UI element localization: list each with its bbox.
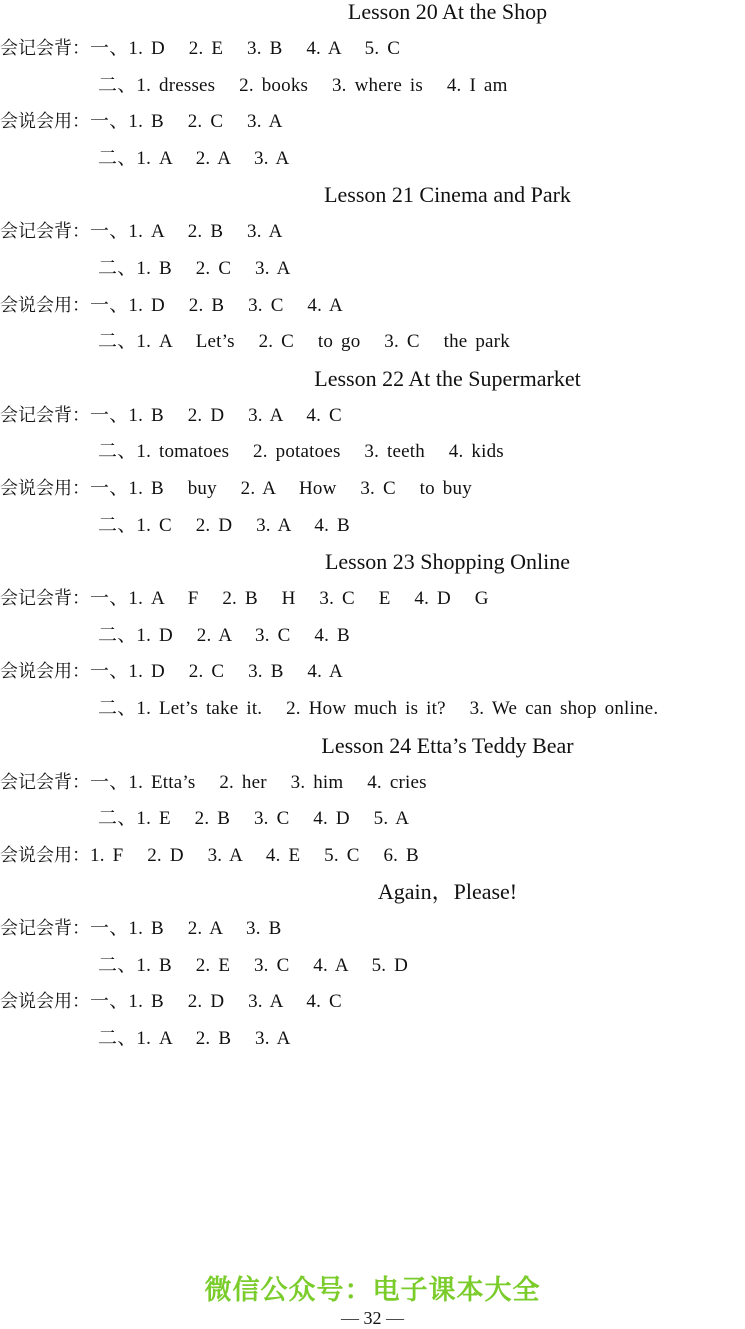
answer-row-labeled	[0, 660, 745, 697]
row-label: 会记会背：	[0, 588, 90, 610]
row-label: 会记会背：	[0, 221, 90, 243]
lesson-title: Lesson 24 Etta’s Teddy Bear	[321, 732, 574, 758]
page-number-value: 32	[363, 1308, 382, 1328]
answer-row-sub	[0, 1027, 745, 1064]
row-answers: 一、1. D 2. E 3. B 4. A 5. C	[90, 38, 401, 59]
row-answers: 一、1. B buy 2. A How 3. C to buy	[90, 477, 472, 499]
row-label: 会记会背：	[0, 771, 90, 793]
row-label: 会说会用：	[0, 661, 90, 683]
row-answers: 二、1. B 2. C 3. A	[98, 257, 291, 279]
row-answers: 一、1. B 2. D 3. A 4. C	[90, 991, 342, 1013]
answer-row-sub	[0, 147, 745, 184]
lesson-title: Lesson 22 At the Supermarket	[314, 365, 581, 391]
answer-row-labeled	[0, 110, 745, 147]
row-label: 会记会背：	[0, 38, 90, 59]
row-answers: 一、1. B 2. C 3. A	[90, 111, 283, 133]
row-answers: 二、1. D 2. A 3. C 4. B	[98, 624, 350, 646]
row-answers: 一、1. D 2. B 3. C 4. A	[90, 294, 343, 316]
answer-row-sub	[0, 514, 745, 551]
answer-row-labeled	[0, 294, 745, 331]
row-answers: 二、1. B 2. E 3. C 4. A 5. D	[98, 954, 409, 976]
row-answers: 二、1. Let’s take it. 2. How much is it? 3. We can shop online.	[98, 697, 659, 719]
row-label: 会说会用：	[0, 991, 90, 1013]
answer-row-sub	[0, 624, 745, 661]
row-answers: 二、1. A 2. B 3. A	[98, 1028, 291, 1050]
row-label: 会记会背：	[0, 404, 90, 426]
row-answers: 二、1. C 2. D 3. A 4. B	[98, 514, 350, 536]
page-number-dash-left: —	[341, 1308, 359, 1328]
row-answers: 一、1. B 2. A 3. B	[90, 918, 282, 940]
answer-row-labeled	[0, 37, 745, 74]
row-answers: 一、1. A 2. B 3. A	[90, 221, 283, 243]
row-answers: 二、1. E 2. B 3. C 4. D 5. A	[98, 808, 410, 830]
answer-row-labeled	[0, 917, 745, 954]
answer-row-labeled	[0, 404, 745, 441]
answer-row-sub	[0, 954, 745, 991]
answer-row-labeled	[0, 990, 745, 1027]
row-label: 会记会背：	[0, 918, 90, 940]
answer-row-labeled	[0, 771, 745, 808]
row-label: 会说会用：	[0, 111, 90, 133]
row-answers: 二、1. A 2. A 3. A	[98, 147, 290, 169]
row-answers: 二、1. dresses 2. books 3. where is 4. I am	[98, 74, 508, 96]
answer-row-sub	[0, 330, 745, 367]
answer-row-labeled	[0, 477, 745, 514]
lesson-title: Lesson 20 At the Shop	[347, 0, 548, 24]
lesson-title: Again，Please!	[377, 879, 518, 905]
lesson-title: Lesson 23 Shopping Online	[324, 549, 571, 575]
page-number	[0, 1308, 745, 1329]
row-answers: 一、1. A F 2. B H 3. C E 4. D G	[90, 588, 489, 610]
answer-row-labeled	[0, 220, 745, 257]
row-label: 会说会用：	[0, 844, 90, 866]
row-answers: 1. F 2. D 3. A 4. E 5. C 6. B	[90, 844, 419, 866]
answer-row-labeled	[0, 844, 745, 881]
lesson-title: Lesson 21 Cinema and Park	[324, 182, 571, 208]
answer-row-sub	[0, 74, 745, 111]
row-answers: 二、1. tomatoes 2. potatoes 3. teeth 4. kids	[98, 441, 504, 463]
answer-row-labeled	[0, 587, 745, 624]
row-answers: 二、1. A Let’s 2. C to go 3. C the park	[98, 331, 510, 353]
answer-row-sub	[0, 697, 745, 734]
page-number-dash-right: —	[386, 1308, 404, 1328]
answer-row-sub	[0, 257, 745, 294]
answer-row-sub	[0, 807, 745, 844]
row-label: 会说会用：	[0, 294, 90, 316]
row-label: 会说会用：	[0, 477, 90, 499]
row-answers: 一、1. D 2. C 3. B 4. A	[90, 661, 343, 683]
row-answers: 一、1. Etta’s 2. her 3. him 4. cries	[90, 771, 427, 793]
footer-watermark: 微信公众号：电子课本大全	[204, 1275, 541, 1306]
answer-row-sub	[0, 440, 745, 477]
row-answers: 一、1. B 2. D 3. A 4. C	[90, 404, 342, 426]
